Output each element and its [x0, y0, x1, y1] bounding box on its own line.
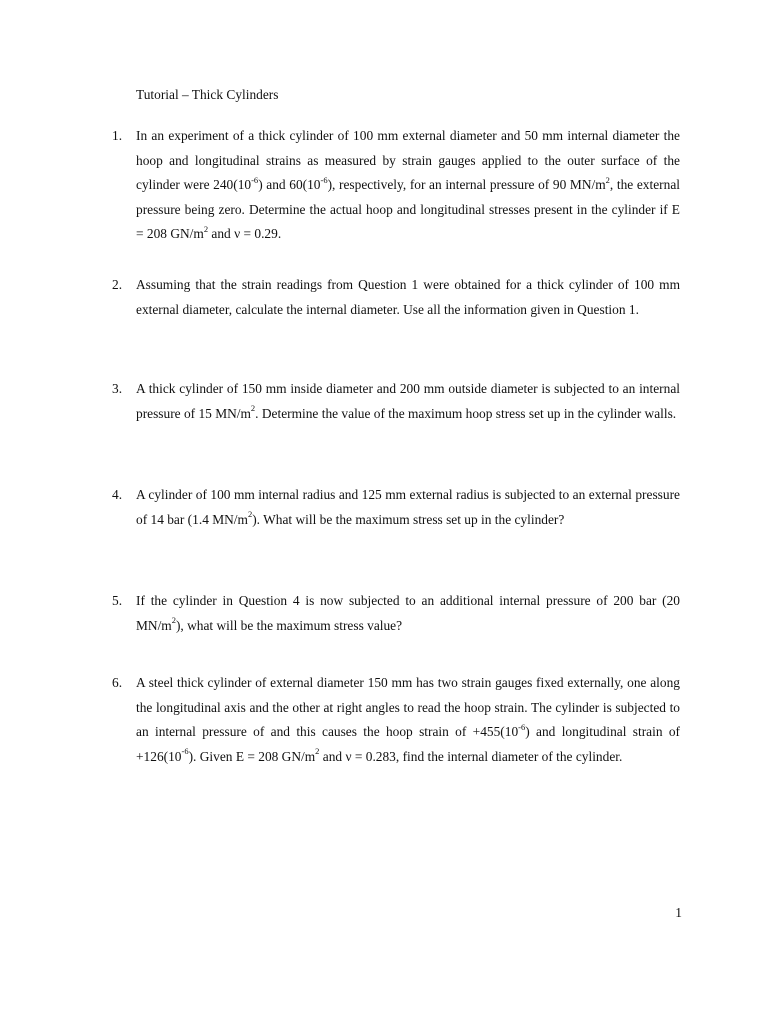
superscript: -6	[251, 174, 259, 185]
question-6	[112, 671, 680, 769]
superscript: 2	[605, 174, 610, 185]
superscript: 2	[250, 403, 256, 414]
question-text: If the cylinder in Question 4 is now subjected to an additional internal pressure of 200 bar (20 $MN/m^2$), what will be the maximum stress value?	[136, 593, 680, 633]
question-number: 4.	[112, 487, 123, 502]
question-number: 1.	[112, 128, 123, 143]
superscript: 2	[315, 746, 320, 757]
question-3	[112, 377, 680, 426]
question-2	[112, 273, 680, 322]
question-5	[112, 589, 680, 638]
question-4	[112, 483, 680, 532]
page-number: 1	[675, 905, 682, 920]
superscript: -6	[181, 746, 189, 757]
question-number: 3.	[112, 381, 123, 396]
superscript: -6	[518, 721, 526, 732]
question-text: A cylinder of 100 mm internal radius and 125 mm external radius is subjected to an external pressure of 14 bar (1.4 $MN/m^2$). What will be the maximum stress set up in the cylinder?	[136, 487, 680, 527]
superscript: 2	[247, 509, 253, 520]
question-text: In an experiment of a thick cylinder of 100 mm external diameter and 50 mm internal diameter the hoop and longitudinal strains as measured by strain gauges applied to the outer surface of the cylinder were $240(10^{-6})$ and $60(10^{-6})$, respectively, for an internal pressure of 90 $MN/m^2$, the external pressure being zero. Determine the actual hoop and longitudinal stresses present in the cylinder if E = 208 $GN/m^2$ and ν = 0.29.	[136, 128, 680, 242]
question-number: 2.	[112, 277, 123, 292]
question-1	[112, 124, 680, 247]
superscript: -6	[320, 174, 328, 185]
question-number: 6.	[112, 675, 123, 690]
superscript: 2	[171, 615, 176, 626]
question-text: A thick cylinder of 150 mm inside diameter and 200 mm outside diameter is subjected to an internal pressure of 15 $MN/m^2$. Determine the value of the maximum hoop stress set up in the cylinder walls.	[136, 381, 680, 421]
question-text: Assuming that the strain readings from Question 1 were obtained for a thick cylinder of 100 mm external diameter, calculate the internal diameter. Use all the information given in Question 1.	[136, 277, 680, 317]
question-text: A steel thick cylinder of external diameter 150 mm has two strain gauges fixed externally, one along the longitudinal axis and the other at right angles to read the hoop strain. The cylinder is subjected to an internal pressure of and this causes the hoop strain of $+455(10^{-6})$ and longitudinal strain of $+126(10^{-6})$. Given E = 208 $GN/m^2$ and ν = 0.283, find the internal diameter of the cylinder.	[136, 675, 681, 764]
question-number: 5.	[112, 593, 123, 608]
document-title: Tutorial – Thick Cylinders	[136, 87, 279, 102]
superscript: 2	[203, 223, 209, 234]
